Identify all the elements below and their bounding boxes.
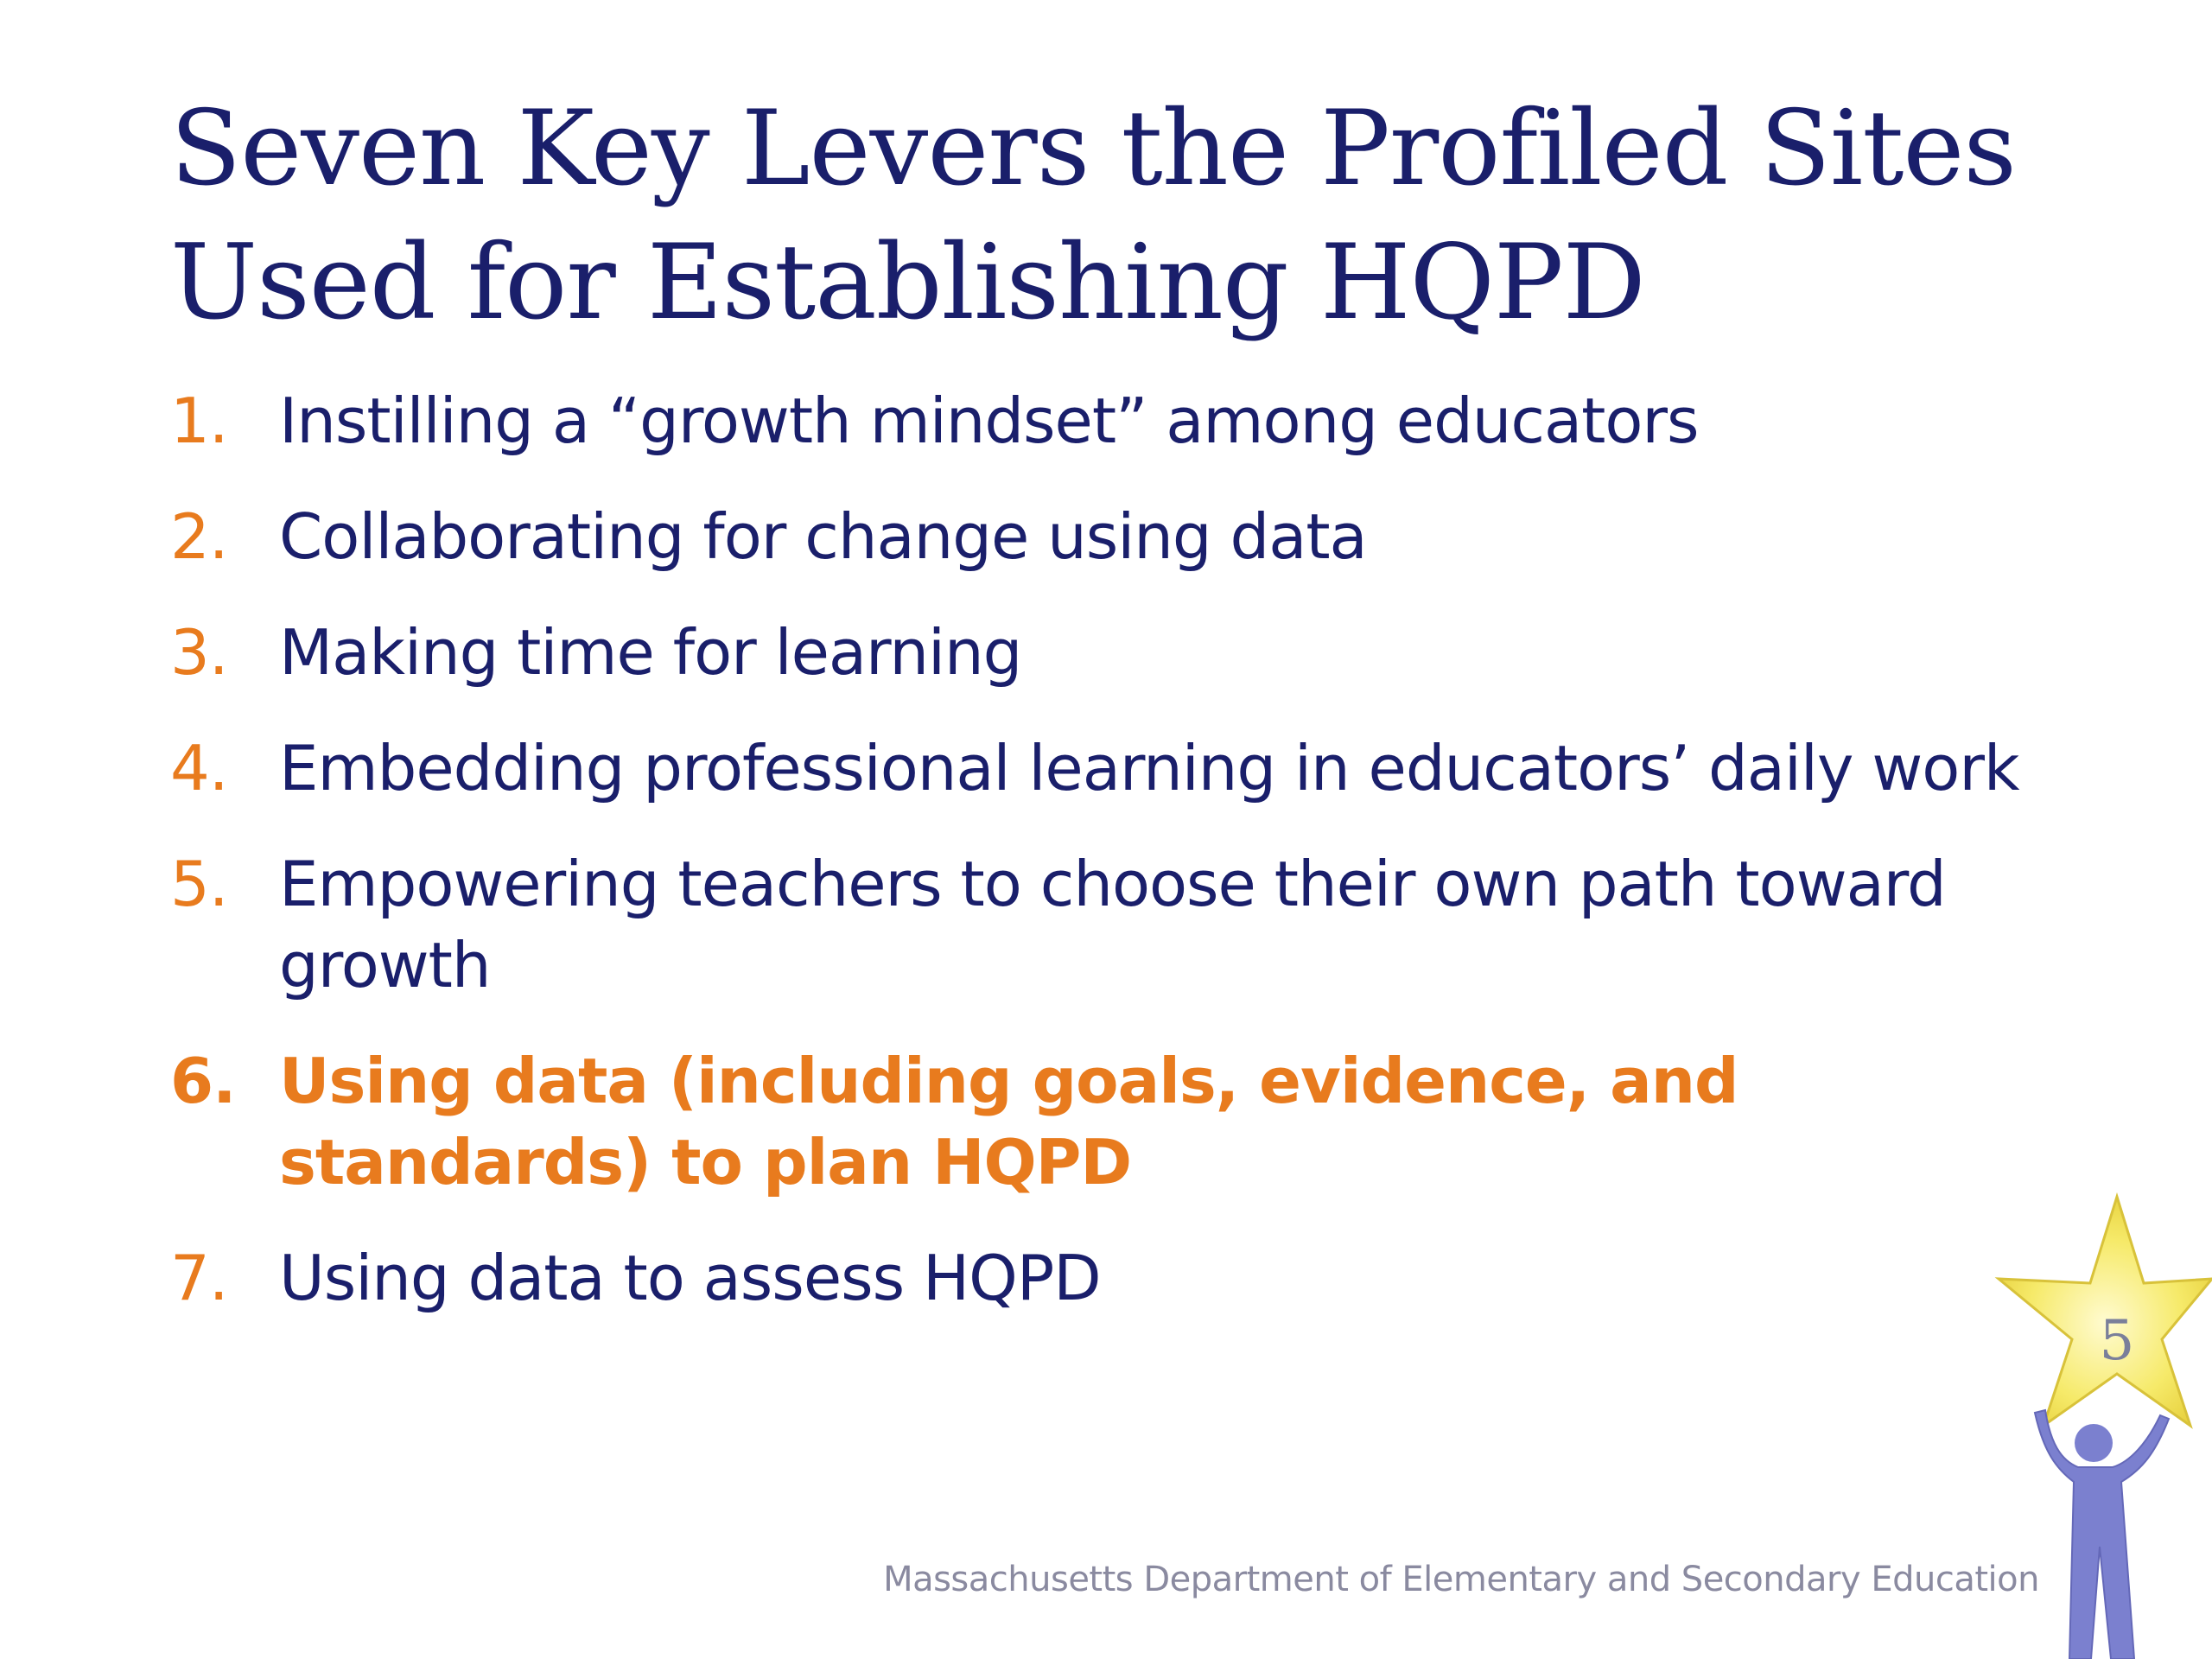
- lever-item-3: [170, 612, 2054, 693]
- slide-title: [170, 82, 2028, 350]
- lever-text: Instilling a “growth mindset” among educators: [279, 385, 1699, 457]
- lever-number: 2.: [170, 500, 228, 573]
- footer-organization: Massachusetts Department of Elementary and Secondary Education: [883, 1560, 2039, 1599]
- lever-item-2: [170, 496, 2054, 577]
- lever-text: Using data to assess HQPD: [279, 1242, 1101, 1314]
- lever-item-1: [170, 380, 2054, 461]
- lever-number: 3.: [170, 616, 228, 689]
- lever-item-5: [170, 843, 2054, 1006]
- lever-text: Empowering teachers to choose their own path toward growth: [279, 848, 1946, 1001]
- lever-number: 1.: [170, 385, 228, 457]
- slide-title-line-2: Used for Establishing HQPD: [170, 223, 1645, 343]
- person-head: [2075, 1424, 2113, 1462]
- lever-item-6-highlighted: [170, 1040, 2054, 1203]
- lever-item-4: [170, 728, 2054, 809]
- lever-text: Using data (including goals, evidence, and standards) to plan HQPD: [279, 1045, 1738, 1198]
- lever-text: Making time for learning: [279, 616, 1022, 689]
- lever-number: 4.: [170, 732, 228, 804]
- slide-title-line-1: Seven Key Levers the Profiled Sites: [170, 89, 2017, 209]
- lever-item-7: [170, 1237, 2054, 1319]
- lever-number: 6.: [170, 1045, 236, 1117]
- levers-list: [170, 380, 2054, 1353]
- page-number: 5: [2099, 1309, 2135, 1373]
- lever-number: 7.: [170, 1242, 228, 1314]
- lever-number: 5.: [170, 848, 228, 920]
- lever-text: Embedding professional learning in educators’ daily work: [279, 732, 2019, 804]
- lever-text: Collaborating for change using data: [279, 500, 1367, 573]
